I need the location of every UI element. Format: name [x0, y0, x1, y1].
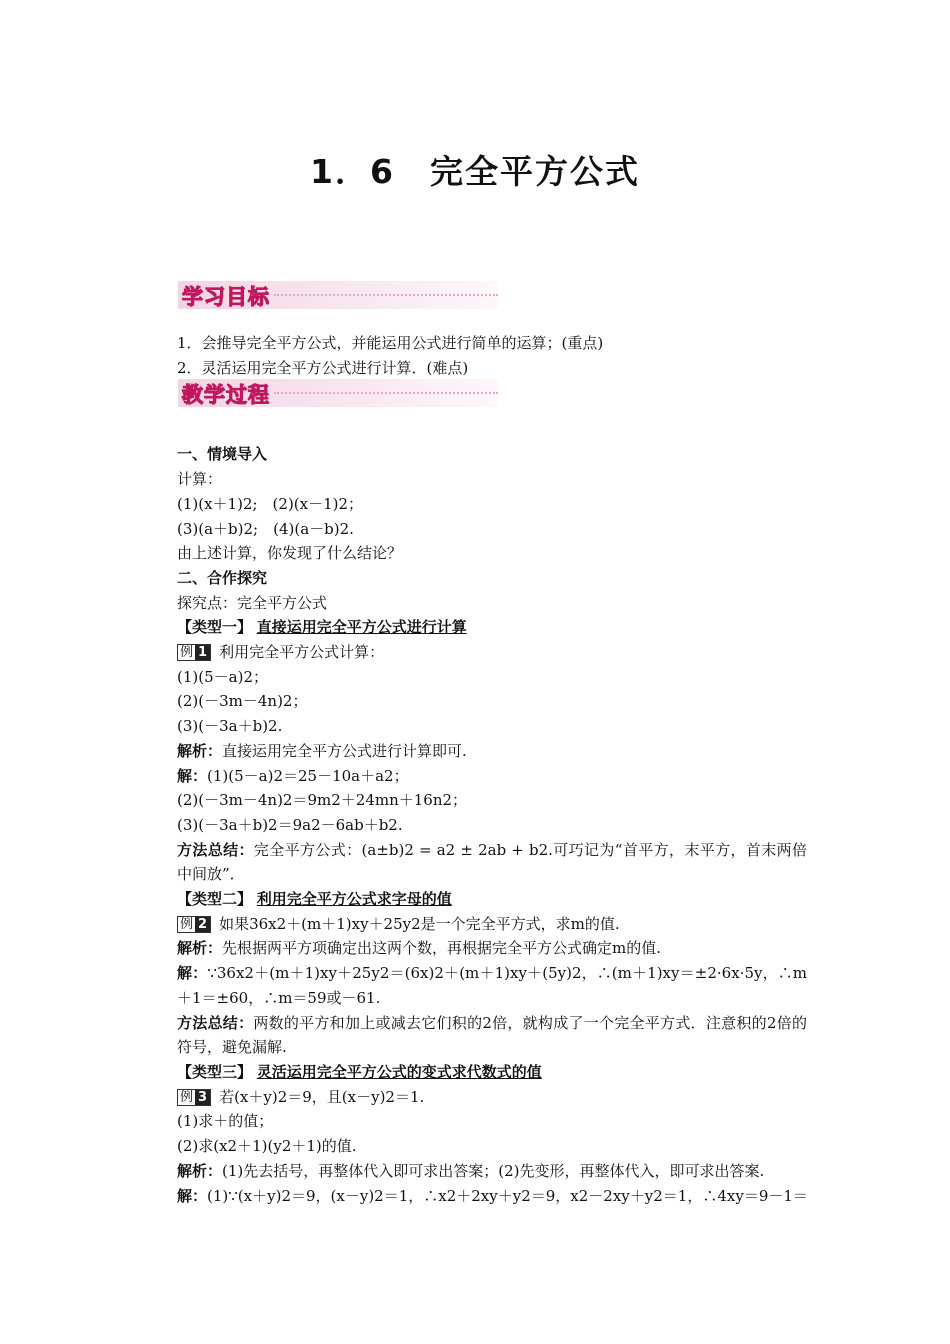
type-label: 【类型一】 — [177, 618, 253, 637]
example-badge — [177, 1089, 211, 1106]
example-badge-number: 1 — [195, 645, 210, 660]
type-heading — [145, 1060, 807, 1085]
solution-label: 解： — [177, 964, 208, 983]
analysis-line — [145, 936, 807, 961]
type-title: 直接运用完全平方公式进行计算 — [256, 618, 467, 637]
goal-item: 1．会推导完全平方公式，并能运用公式进行简单的运算；(重点) — [177, 334, 604, 352]
method-text: 完全平方公式：(a±b)2 = a2 ± 2ab + b2.可巧记为“首平方，末平方，首末两倍中间放”． — [177, 840, 807, 884]
example-text: 若(x＋y)2＝9，且(x－y)2＝1. — [219, 1087, 425, 1106]
section-heading: 二、合作探究 — [177, 568, 268, 587]
type-label: 【类型三】 — [177, 1062, 253, 1081]
method-summary — [145, 838, 807, 887]
example-text: 如果36x2＋(m＋1)xy＋25y2是一个完全平方式，求m的值. — [219, 914, 620, 933]
learning-goals-banner — [178, 281, 498, 309]
example-line — [145, 640, 807, 665]
text-line: 计算： — [177, 470, 223, 489]
teaching-process-label: 教学过程 — [182, 383, 270, 407]
example-line — [145, 912, 807, 937]
example-text: 利用完全平方公式计算： — [219, 643, 385, 662]
text-line: 探究点：完全平方公式 — [177, 593, 328, 612]
method-text: 两数的平方和加上或减去它们积的2倍，就构成了一个完全平方式．注意积的2倍的符号，避免漏解. — [177, 1013, 807, 1057]
text-line: (1)(x＋1)2; (2)(x－1)2； — [177, 494, 364, 513]
type-title: 灵活运用完全平方公式的变式求代数式的值 — [256, 1062, 542, 1081]
document-body — [145, 331, 807, 1208]
learning-goals-label: 学习目标 — [182, 285, 270, 309]
example-badge-number: 3 — [195, 1090, 210, 1105]
solution-text: (1)∵(x＋y)2＝9，(x－y)2＝1，∴x2＋2xy＋y2＝9，x2－2xy＋y2＝1，∴4xy＝9－1＝ — [207, 1186, 808, 1205]
solution-label: 解： — [177, 766, 208, 785]
example-badge — [177, 644, 211, 661]
text-line: (3)(－3a＋b)2＝9a2－6ab＋b2. — [177, 815, 403, 834]
example-badge-text: 例 — [180, 645, 194, 661]
analysis-text: 直接运用完全平方公式进行计算即可. — [222, 741, 467, 760]
type-heading — [145, 887, 807, 912]
example-badge-number: 2 — [195, 917, 210, 932]
text-line: (3)(－3a＋b)2. — [177, 717, 283, 736]
method-summary — [145, 1011, 807, 1060]
solution-text: ∵36x2＋(m＋1)xy＋25y2＝(6x)2＋(m＋1)xy＋(5y)2，∴(m＋1)xy＝±2·6x·5y，∴m＋1＝±60，∴m＝59或－61. — [177, 964, 807, 1007]
analysis-text: 先根据两平方项确定出这两个数，再根据完全平方公式确定m的值. — [222, 939, 662, 958]
solution-label: 解： — [177, 1186, 208, 1205]
example-badge-text: 例 — [180, 1089, 194, 1105]
method-label: 方法总结： — [177, 840, 254, 859]
goal-item: 2．灵活运用完全平方公式进行计算．(难点) — [177, 358, 469, 377]
text-line: (1)(5－a)2； — [177, 667, 268, 686]
banner-divider — [274, 294, 498, 296]
analysis-line — [145, 739, 807, 764]
example-line — [145, 1085, 807, 1110]
analysis-label: 解析： — [177, 939, 223, 958]
text-line: (2)求(x2＋1)(y2＋1)的值. — [177, 1137, 357, 1156]
text-line: (1)求＋的值； — [177, 1112, 274, 1131]
method-label: 方法总结： — [177, 1013, 254, 1032]
text-line: (2)(－3m－4n)2＝9m2＋24mn＋16n2； — [177, 791, 468, 810]
analysis-text: (1)先去括号，再整体代入即可求出答案；(2)先变形，再整体代入，即可求出答案. — [222, 1161, 765, 1180]
type-title: 利用完全平方公式求字母的值 — [256, 890, 452, 909]
solution-line — [145, 764, 807, 789]
analysis-label: 解析： — [177, 741, 223, 760]
text-line: 由上述计算，你发现了什么结论？ — [177, 544, 403, 563]
banner-gap — [145, 380, 807, 442]
text-line: (3)(a＋b)2; (4)(a－b)2. — [177, 519, 354, 538]
page-title: 1．6 完全平方公式 — [310, 152, 640, 191]
section-heading: 一、情境导入 — [177, 445, 268, 464]
solution-line — [145, 961, 807, 1010]
example-badge — [177, 916, 211, 933]
text-line: (2)(－3m－4n)2； — [177, 692, 308, 711]
solution-text: (1)(5－a)2＝25－10a＋a2； — [207, 766, 409, 785]
example-badge-text: 例 — [180, 916, 194, 932]
solution-line — [145, 1184, 807, 1209]
type-label: 【类型二】 — [177, 890, 253, 909]
analysis-label: 解析： — [177, 1161, 223, 1180]
analysis-line — [145, 1159, 807, 1184]
type-heading — [145, 615, 807, 640]
